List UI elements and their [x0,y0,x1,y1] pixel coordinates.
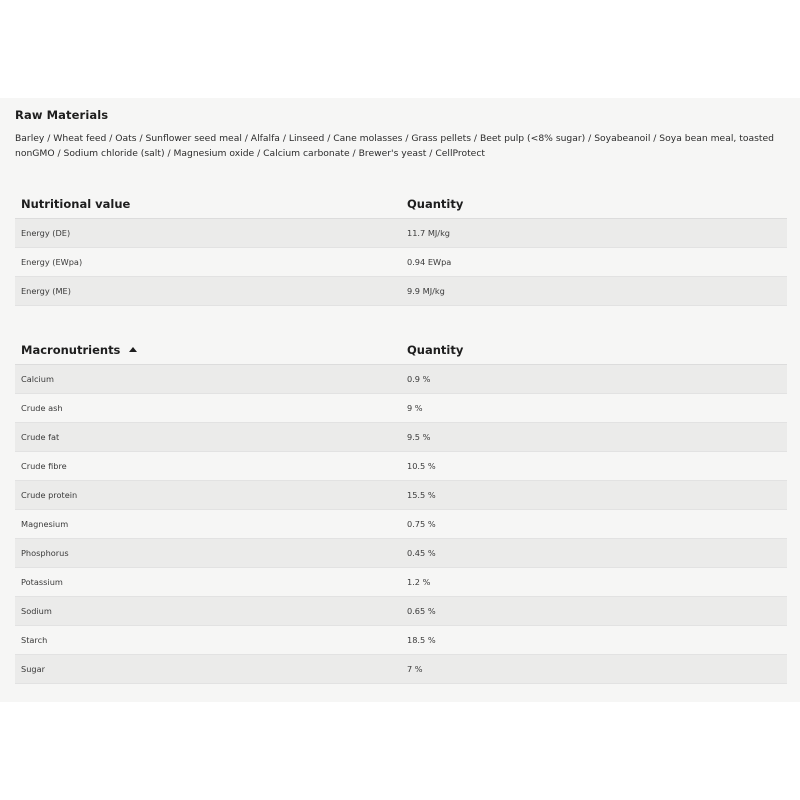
row-quantity: 10.5 % [401,452,787,481]
row-quantity: 11.7 MJ/kg [401,219,787,248]
row-name: Potassium [15,568,401,597]
table-row [15,277,787,306]
macronutrients-header-label: Macronutrients [21,343,121,357]
row-name: Calcium [15,365,401,394]
table-header-row [15,336,787,365]
table-row [15,248,787,277]
table-row [15,655,787,684]
row-quantity: 18.5 % [401,626,787,655]
row-name: Sodium [15,597,401,626]
row-quantity: 0.94 EWpa [401,248,787,277]
row-quantity: 9 % [401,394,787,423]
nutritional-value-header: Nutritional value [15,190,401,219]
table-row [15,568,787,597]
row-quantity: 7 % [401,655,787,684]
row-name: Energy (DE) [15,219,401,248]
row-name: Phosphorus [15,539,401,568]
row-quantity: 0.45 % [401,539,787,568]
row-quantity: 0.75 % [401,510,787,539]
row-name: Crude fat [15,423,401,452]
table-header-row [15,190,787,219]
macronutrients-table [15,336,787,684]
nutritional-value-body [15,219,787,306]
table-row [15,597,787,626]
macronutrients-body [15,365,787,684]
row-quantity: 9.5 % [401,423,787,452]
row-name: Crude ash [15,394,401,423]
raw-materials-text: Barley / Wheat feed / Oats / Sunflower seed meal / Alfalfa / Linseed / Cane molasses / Grass pellets / Beet pulp (<8% sugar) / Soyabeanoil / Soya bean meal, toasted nonGMO / Sodium chloride (salt) / Magnesium oxide / Calcium carbonate / Brewer's yeast / CellProtect [15,133,774,159]
table-row [15,365,787,394]
row-quantity: 1.2 % [401,568,787,597]
row-name: Energy (ME) [15,277,401,306]
row-name: Magnesium [15,510,401,539]
sort-ascending-icon[interactable] [129,347,137,352]
raw-materials-title: Raw Materials [15,108,109,122]
table-row [15,452,787,481]
row-name: Crude fibre [15,452,401,481]
row-quantity: 0.9 % [401,365,787,394]
row-quantity: 15.5 % [401,481,787,510]
table-row [15,423,787,452]
row-name: Energy (EWpa) [15,248,401,277]
row-name: Sugar [15,655,401,684]
row-name: Crude protein [15,481,401,510]
table-row [15,481,787,510]
table-row [15,394,787,423]
table-row [15,539,787,568]
nutritional-value-table [15,190,787,306]
quantity-header: Quantity [401,190,787,219]
row-name: Starch [15,626,401,655]
table-row [15,626,787,655]
macronutrients-header[interactable] [15,336,401,365]
table-row [15,510,787,539]
quantity-header: Quantity [401,336,787,365]
table-row [15,219,787,248]
row-quantity: 0.65 % [401,597,787,626]
row-quantity: 9.9 MJ/kg [401,277,787,306]
